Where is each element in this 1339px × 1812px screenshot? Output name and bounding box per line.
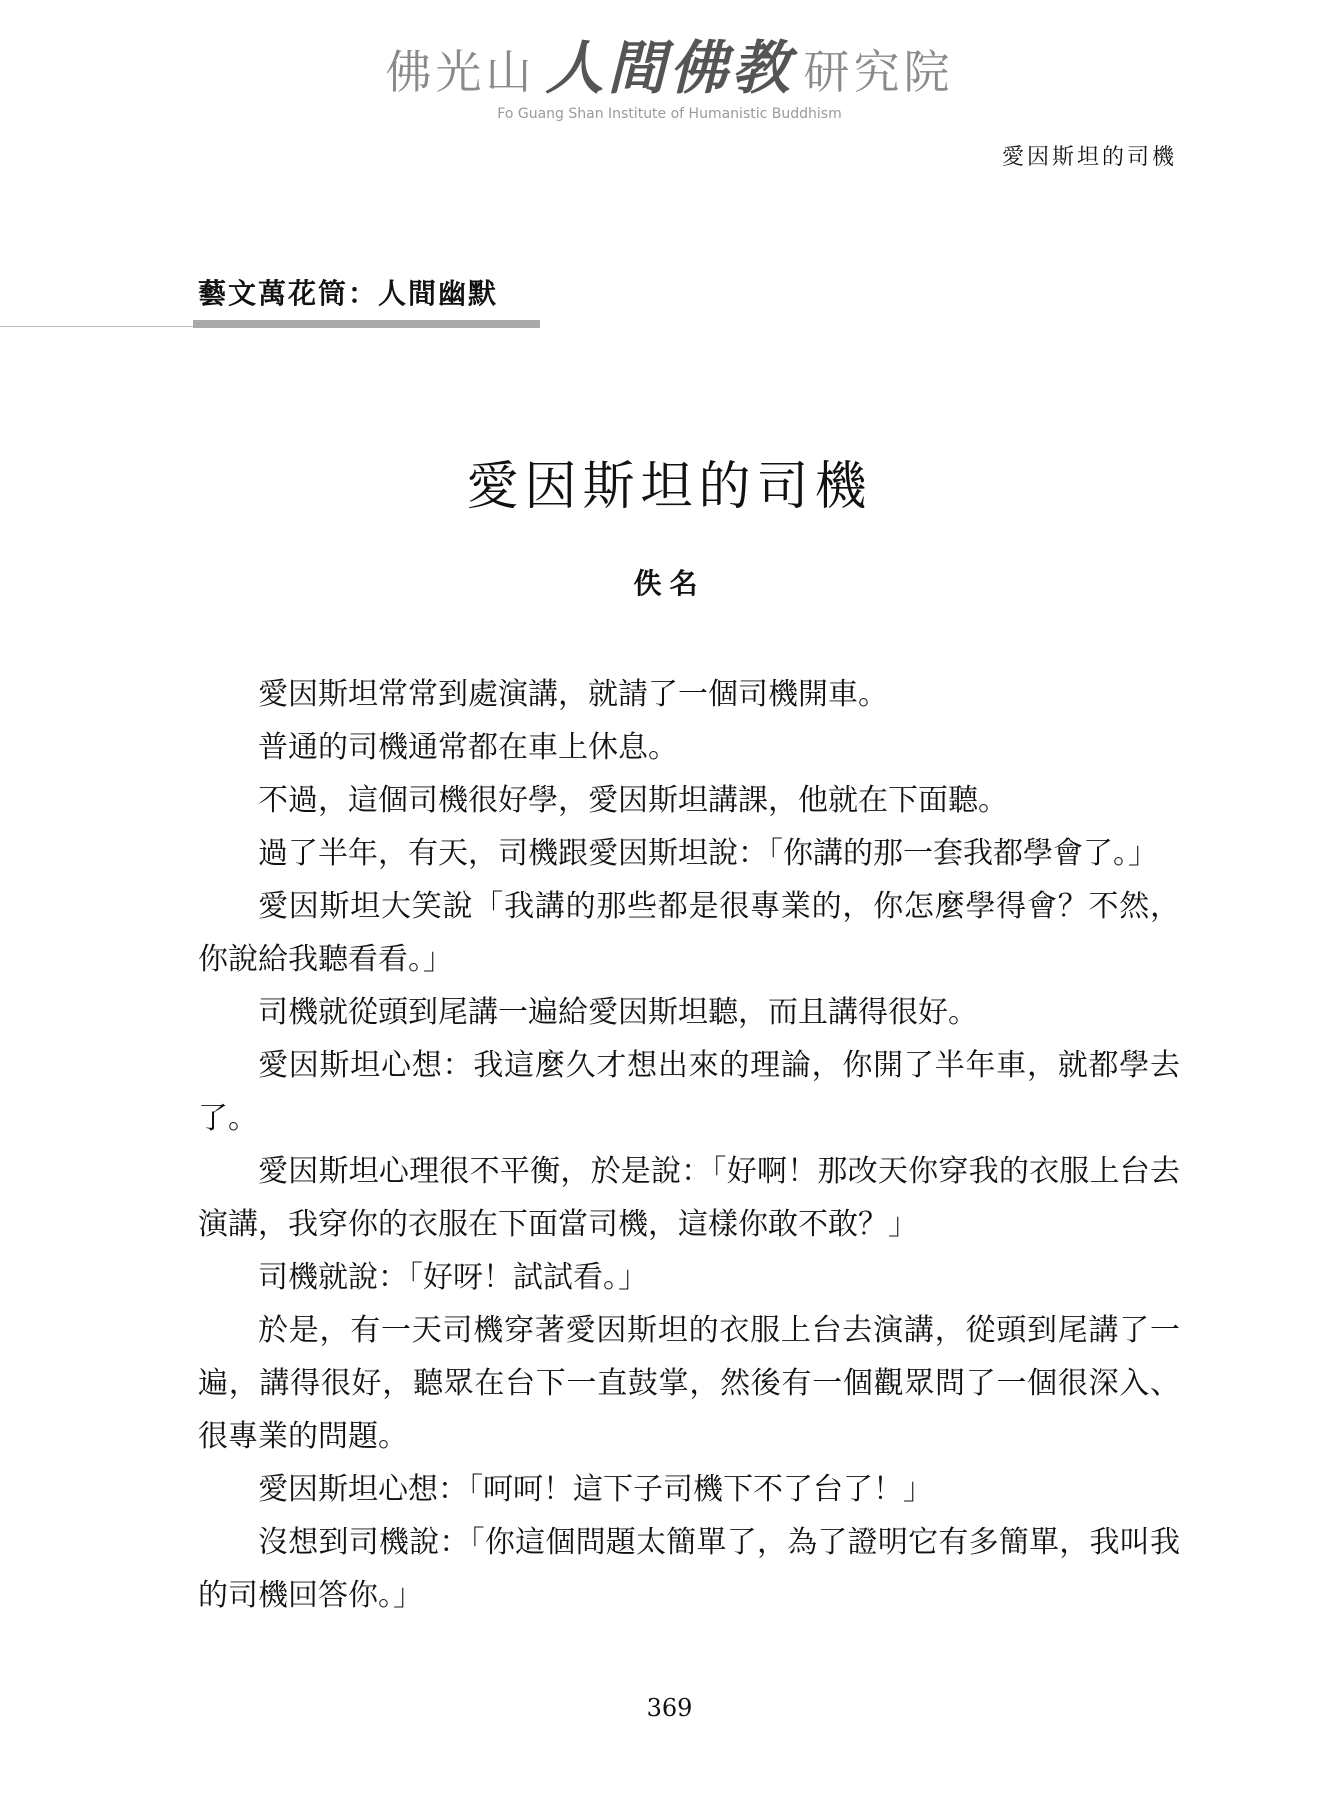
section-divider-thick xyxy=(193,320,540,328)
paragraph: 沒想到司機說：「你這個問題太簡單了，為了證明它有多簡單，我叫我的司機回答你。」 xyxy=(198,1525,1180,1613)
paragraph: 愛因斯坦常常到處演講，就請了一個司機開車。 xyxy=(258,677,888,712)
paragraph: 普通的司機通常都在車上休息。 xyxy=(258,730,678,765)
logo-english-text: Fo Guang Shan Institute of Humanistic Buddhism xyxy=(497,106,842,122)
logo-left-text: 佛光山 xyxy=(385,45,536,99)
page-number: 369 xyxy=(646,1694,693,1722)
paragraph: 不過，這個司機很好學，愛因斯坦講課，他就在下面聽。 xyxy=(258,783,1008,818)
paragraph: 於是，有一天司機穿著愛因斯坦的衣服上台去演講，從頭到尾講了一遍，講得很好，聽眾在台下一直鼓掌，然後有一個觀眾問了一個很深入、很專業的問題。 xyxy=(198,1313,1180,1454)
article-body xyxy=(198,668,1180,1622)
paragraph: 愛因斯坦心想：我這麼久才想出來的理論，你開了半年車，就都學去了。 xyxy=(198,1048,1180,1136)
logo-right-text: 研究院 xyxy=(803,45,954,99)
paragraph: 愛因斯坦心想：「呵呵！這下子司機下不了台了！」 xyxy=(258,1472,933,1507)
article-title: 愛因斯坦的司機 xyxy=(466,457,873,517)
paragraph: 司機就說：「好呀！試試看。」 xyxy=(258,1260,648,1295)
paragraph: 愛因斯坦心理很不平衡，於是說：「好啊！那改天你穿我的衣服上台去演講，我穿你的衣服在下面當司機，這樣你敢不敢？」 xyxy=(198,1154,1180,1242)
running-head: 愛因斯坦的司機 xyxy=(1001,145,1177,170)
paragraph: 過了半年，有天，司機跟愛因斯坦說：「你講的那一套我都學會了。」 xyxy=(258,836,1158,871)
logo-chinese xyxy=(0,34,1339,102)
paragraph: 愛因斯坦大笑說「我講的那些都是很專業的，你怎麼學得會？不然，你說給我聽看看。」 xyxy=(198,889,1180,977)
institute-logo xyxy=(0,34,1339,122)
logo-main-text: 人間佛教 xyxy=(545,34,794,102)
paragraph: 司機就從頭到尾講一遍給愛因斯坦聽，而且講得很好。 xyxy=(258,995,978,1030)
section-label: 藝文萬花筒：人間幽默 xyxy=(198,277,499,310)
article-author: 佚名 xyxy=(633,567,706,600)
